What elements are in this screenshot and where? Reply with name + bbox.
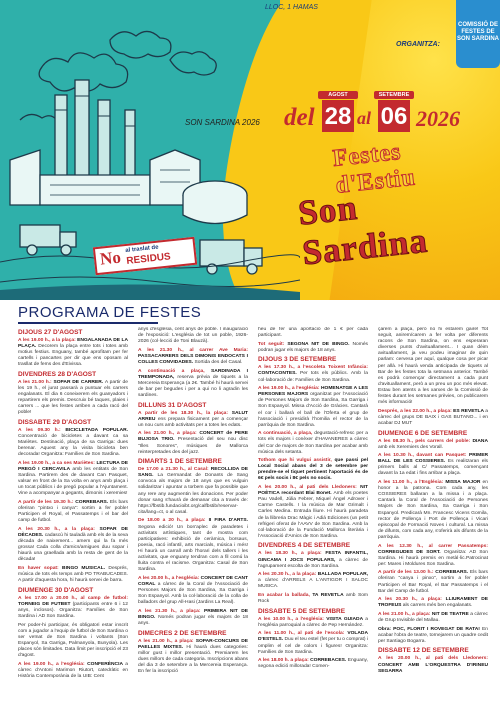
entry-description: organitzat per l'Associació de Persones Majors de Son Sardina, Sa Garriga i Son Espanyol. Missa d'Acció de Gràcies. Cantarà el cor i ballarà el ball de l'Oferta el grup de l'associació i presidirà l'homilia el rector de la parròquia de Son Sardina. (258, 392, 368, 428)
date-year: 2026 (416, 106, 460, 131)
entry-description: Hi haurà dues categories: millor gust i millor presentació. Premiarem les dues millors de cada categoria. Inscripcions abans del dia 3 de setembre a la Mercereia Esperança. En fer la inscripció (138, 644, 248, 674)
day-heading: DILLUNS 31 D'AGOST (138, 401, 207, 409)
entry-title: VISITA GUIADA (326, 616, 366, 622)
entry-title: SEGONA NIT DE BINGO. (287, 341, 353, 347)
program-entry (258, 551, 368, 569)
program-entry (258, 327, 368, 339)
entry-time-place: Tothom que hi vulgui assistir, (258, 458, 335, 464)
entry-description: En acabar l'obra de teatre, tornejarem un quadre cedit per Santiago Bogarra. (378, 626, 488, 644)
entry-title: PRIMER BALL DE LES COSSIERES. (378, 453, 488, 465)
protest-sign-line1: al traslat de (125, 244, 159, 255)
date-al-word: al (357, 108, 372, 128)
program-entry (138, 431, 248, 455)
entry-description: La Germandat de Donants de Sang convoca als majors de 18 anys que es vulguin solidaritzar i apuntar a torbem que fa possible que any rere any augmentin les donacions. Per poder donar sang s'haurà de demanar cita a través de: https://fbstib.fundacioibt.org/calfbstib/reservar-cita/lang=ct, o al casal. (138, 473, 248, 515)
entry-description: Organitza: AD Son Sardina. Hi haurà premis en metàl·lic.Patrocinat per: Mares i Moldures Son Sardina. (378, 549, 488, 567)
day-heading: DIMECRES 2 DE SETEMBRE (138, 629, 227, 637)
poster-header (0, 0, 500, 300)
entry-title: SOPAR DE DÈCADES. (18, 526, 128, 539)
entry-title: ES REVETLA (453, 408, 486, 414)
entry-title: SARDINADA I TREMPONADA, (138, 368, 248, 380)
entry-title: BALLADA POPULAR, (317, 572, 368, 578)
title-line-2: Son Sardina (296, 187, 430, 273)
day-heading: DISSABTE 12 DE SETEMBRE (378, 647, 469, 655)
entry-description: ens prepara fisicament per a començar un nou curs amb activitats per a totes les edats. (138, 416, 248, 428)
date-day-start (322, 92, 354, 132)
entry-title: PRIMERA NIT DE BINGO. (138, 608, 248, 620)
entry-time-place: A les 20.30 h., a plaça: (378, 597, 446, 603)
program-entry (258, 658, 368, 670)
entry-title: MISSA MAJOR (445, 480, 483, 486)
entry-description: a càrrec de la Coral de l'Associació de Persones Majors de Son Sardina, Sa Garriga i Son Espanyol. Amb la col·laboració de la colla de balladors del grup All-Hasi (Jardins La Real). (138, 581, 248, 606)
entry-time-place: A les 20.30 h., a la plaça: (258, 572, 318, 578)
entry-title: que passi pel Local Social abans del 3 de setembre per prendre-se el tiquet pertinent l'aportació és de 6€ pels socis i 8€ pels no socis. (258, 458, 368, 482)
program-entry (18, 428, 128, 458)
top-tag: LLOC, 1 HAMAS (265, 4, 318, 11)
program-entry (378, 439, 488, 451)
program-entry (138, 639, 248, 676)
entry-title: II FIRA D'ARTS. (208, 518, 248, 524)
day-heading: DISSABTE 5 DE SETEMBRE (258, 607, 346, 615)
entry-title: FESTA INFANTIL, GINCAMA I JOCS POPULARS, (258, 551, 368, 563)
program-entry (258, 572, 368, 590)
entry-title: CONCERT DE CANT CORAL (138, 575, 248, 587)
program-entry (138, 348, 248, 366)
entry-description: heu de fer una aportació de 1 € per cada participant. (258, 327, 368, 339)
program-entry (258, 617, 368, 629)
program-entry (378, 570, 488, 594)
entry-description: Sortida des del Casal. (194, 359, 243, 365)
entry-description: a càrrec de Grup Invisible del Mallau. (378, 611, 488, 624)
entry-title: CONFERÈNCIA (87, 661, 126, 667)
entry-title: LECTURA DE PREGÓ I CERCAVILA (18, 461, 128, 473)
entry-time-place: A les 20.00 h., a l'església: (138, 575, 201, 581)
date-month-end: SETEMBRE (374, 91, 414, 99)
program-entry (258, 593, 368, 605)
entry-title: SOPAR-CONCURS DE PAELLES MIXTES. (138, 638, 248, 650)
program-entry (18, 527, 128, 564)
program-entry (138, 518, 248, 573)
entry-description: Només podran jugar els majors de 18 anys. (138, 614, 248, 626)
entry-time-place: A les 11.00 h., a l'Església: (378, 480, 446, 486)
entry-title: ENGALANADA DE LA PLAÇA. (18, 338, 128, 350)
day-heading: DIMARTS 1 DE SETEMBRE (138, 458, 222, 466)
program-entry (138, 369, 248, 399)
program-entry (378, 612, 488, 624)
entry-time-place: A les 21.00 h., a plaça: (138, 638, 196, 644)
program-column-3 (258, 327, 368, 705)
festival-title (286, 138, 486, 273)
entry-title: CORREBARS. (435, 570, 470, 576)
entry-title: CONCERT AMB L'ORQUESTRA D'IRINEU SEGARRA (378, 662, 488, 674)
entry-time-place: A partir de les 18.30 h., la plaça: (138, 410, 232, 416)
entry-time-place: Després, a les 22.00 h., a plaça: (378, 408, 454, 414)
entry-description: reserva prèvia de tiquets a la Mercereia Esperança (a 2€. També hi haurà servei de bar per begudes i per a qui no li agradin les sardines. (138, 374, 248, 398)
entry-title: BINGO MUSICAL. (62, 566, 109, 571)
entry-title: SALUT ARREU (138, 410, 248, 422)
organizer-label: ORGANITZA: (396, 41, 440, 48)
program-entry (378, 327, 488, 406)
entry-title: CORREBARS. (75, 500, 110, 506)
entry-time-place: A les 19.00 h., a l'església: (18, 661, 88, 667)
entry-time-place: A les 19.00 h., a l'església: (258, 386, 321, 392)
program-entry (378, 627, 488, 645)
entry-title: SOPAR DE CARRER. (53, 379, 105, 385)
entry-title: LLIURAMENT DE TROFEUS (378, 597, 488, 609)
program-entry (18, 461, 128, 498)
organizer-name: COMISSIÓ DE FESTES DE SON SARDINA (456, 22, 499, 42)
title-line-1: Festes d'Estiu (331, 138, 418, 199)
entry-title: PASSACARRERS DELS DIMONIS ENDOCATS I COLLES CONVIDADES. (138, 353, 248, 365)
entry-description: Concentració de bicicletes a davant ca sa Mariètes. Destinació, plaça de sa Garriga: dues berenar. Aquest any la visita bicicleta ben decorada! Organitza: Famílies de Son Sardina. (18, 434, 128, 458)
entry-time-place: A les 20.00 h., al pati dels Lledoners: (258, 485, 361, 491)
program-entry (138, 467, 248, 516)
entry-time-place: Tot seguit: (258, 341, 288, 347)
entry-description: amb Som Rock (258, 592, 368, 605)
program-entry (138, 327, 248, 345)
entry-description: A partir de les 19 h., el jurat passarà a puntuar els carrers engalanats. El dia 6 coneixerem els guanyadors i repartirem els premis. Descruix bé taques, plaies i carrers ... que les festes arriben a cada racó del poble! (18, 379, 128, 416)
entry-description: Decorem la plaça entre tots i totes amb motius festius. Enguany, també aprofitam per fer cartells i pancartes per dir que ens oposam al trasllat de fems des d'Eivissa. (18, 344, 128, 368)
entry-time-place: A continuació, a plaça, (258, 431, 315, 437)
entry-time-place: De 17.00 a 21.30 h., al Casal: (138, 467, 211, 473)
program-entry (18, 380, 128, 417)
entry-description: amb les entitats de Son Sardina. Partirem des de davant Can Pasquet, valsar en front de la Sa volta en anys amb plaça i un tocat públics i de pregó popular a l'Ajuntament. Vine a acompanyar a gegants, dimonis i xeremies! (18, 467, 128, 497)
entry-description: a l'església parroquial a càrrec de Pep Hernández. (258, 616, 368, 628)
entry-title: Obra: POC, FLORIT I ROVEGAT DE RATA! (378, 626, 483, 632)
day-heading: DIVENDRES 4 DE SETEMBRE (258, 542, 351, 550)
entry-description: Presentació del seu nou disc "Illes Sonores", músiques de Mallorca reinterpretades des del jazz. (138, 437, 248, 455)
entry-time-place: A les 21.30 h., al carrer Ave Maria: (138, 347, 248, 353)
program-entry (378, 597, 488, 609)
entry-time-place: A les 21.30 h., a plaça: (138, 608, 204, 614)
entry-time-place: A les 21.00 h.: (18, 379, 54, 385)
program-entry (258, 342, 368, 354)
entry-description: a càrrec d'ARRELS A L'ANTIGOR I SALOC MUSICA. (258, 578, 368, 590)
entry-title: RECOLLIDA DE SANG. (138, 467, 248, 479)
program-entry (258, 458, 368, 482)
day-heading: DIJOUS 27 D'AGOST (18, 329, 83, 336)
program-entry (138, 576, 248, 606)
program-entry (18, 623, 128, 660)
entry-title: BICICLETADA POPULAR. (65, 428, 128, 434)
entry-time-place: A les 08.30 h., pels carrers del poble: (378, 438, 473, 444)
date-day-start-number: 28 (324, 103, 352, 130)
entry-title: CORREBACES. (310, 658, 348, 664)
entry-time-place: En acabar la ballada, (258, 592, 313, 598)
entry-title: TORNEIG DE FUTBET (18, 601, 73, 607)
program-entry (258, 431, 368, 455)
program-entry (258, 485, 368, 540)
program-entry (378, 409, 488, 427)
day-heading: DIVENDRES 28 D'AGOST (18, 370, 97, 378)
program-column-2 (138, 327, 248, 705)
sketch-caption: SON SARDINA 2026 (185, 118, 260, 127)
entry-time-place: A les 20.00 h., al pati dels Lledoners: (378, 656, 488, 662)
entry-time-place: A les 21.00 h., a plaça: (378, 611, 432, 617)
entry-time-place: A les 10.00 h., a l'església: (258, 616, 327, 622)
date-day-end (378, 92, 410, 132)
program-entry (18, 566, 128, 584)
entry-description: Es realitzaran els primers balls al C/ Passatemps, començant davant la 1a edat i fins arribar a plaça. (378, 459, 488, 477)
entry-time-place: A les 18.00 h. a plaça: (258, 658, 311, 664)
entry-title: NIT POÈTICA recordant Blai Bonet. (258, 485, 368, 497)
entry-time-place: A les 12.30 h., al carrer Passatemps: (378, 543, 488, 549)
entry-time-place: A les 17.00 a 20.00 h., al camp de futbol: (18, 595, 128, 601)
program-title: PROGRAMA DE FESTES (18, 304, 202, 321)
program-columns (18, 327, 488, 705)
program-entry (18, 500, 128, 524)
program-entry (378, 656, 488, 674)
organizer-badge (456, 0, 500, 68)
entry-time-place: A les 19.00 h., a la plaça: (18, 338, 78, 343)
date-month-start: AGOST (318, 91, 358, 99)
day-heading: DIUMENGE 30 D'AGOST (18, 586, 94, 594)
entry-time-place: A partir de les 13.00 h.: (378, 570, 436, 576)
entry-title: HOMENATGE A LES PERSONES MAJORS (258, 386, 368, 398)
entry-time-place: A partir de les 19.30 h.: (18, 500, 76, 506)
entry-time-place: A les 21.00 h., a plaça: (138, 431, 200, 437)
entry-description: Segona edició! Un bon'aplec de paradetes i activitats artístiques, tant de mostra com participatives: exhibició de ceràmica, borsaus, poesia, racó infantil, arts marcials, música i més! Hi haurà un carrall amb l'horari dels tallers i les activitats, que enguany tendran com a fil comú la lluita contra el racisme. Organitza: Casal de Son Sardina. (138, 524, 248, 573)
entry-title: NIT DE TEATRE (431, 611, 471, 617)
entry-time-place: A les 10.30 h., davant can Pasquet: (378, 453, 469, 459)
entry-time-place: De 18.00 a 20 h., a plaça: (138, 518, 209, 524)
program-entry (138, 609, 248, 627)
entry-time-place: En haver sopat: (18, 566, 63, 571)
date-day-end-number: 06 (380, 103, 408, 130)
day-heading: DIUMENGE 6 DE SETEMBRE (378, 429, 468, 437)
entry-description: anys d'església, cent anys de poble. I inauguració de l'exposició: L'església de tot un poble, 1926-2026 (col·lecció de Toni Blauzà). (138, 327, 248, 345)
entry-description: çarem a plaça, però no hi estarem gaire! Tot seguit, anirem/carem a fer volta per diferents racons de Son Sardina, on ens esperaran diverses punts d'avituallament... I quan dèim avituallament, ja veu podeu imaginar de quin parlam: cervesa per aquí, qualque cosa per picar per allà. Hi haurà venda anticipada de tiquets al Bar de les festes tota la setmana anterior. També es podrà començar directament a cada punt d'avituallament, però a un preu un poc més elevat. Estau ben atents a les xarxes de la Comissió de festes durant les setmanes prèvies, on publicarem més informació! (378, 327, 488, 406)
program-entry (258, 365, 368, 383)
program-entry (18, 662, 128, 680)
entry-description: a càrrec d'Antoni Marimon Riutort, catedràtic en Història Contemporània de la UIB: Cent (18, 661, 128, 679)
entry-description: Per poder-hi participar, és obligatori estar inscrit com a jugador a l'equip de futbol de Son Sardina o ser veïnat de Son Sardina i voltants (Son Espanyol, Sa Garriga, Palmanyola, Bunyola). Les places són limitades. Data límit per inscripció el 23 d'agost. (18, 622, 128, 659)
program-entry (138, 411, 248, 429)
entry-title: DIANA (472, 438, 488, 444)
protest-sign-no: No (99, 247, 122, 269)
entry-description: a càrrec del grups DE BAIX i GAS BUTANO... i en acabar DJ MUT (378, 408, 488, 426)
entry-title: CONTACONTES. (258, 371, 300, 377)
entry-description: (participants entre 6 i 12 anys, inclosos). Organitza: Famílies de Son Sardina i AD Son Sardina. (18, 601, 128, 620)
entry-description: Per tots els públics. Amb la col·laboració de: Famílies de Son Sardina. (258, 371, 368, 383)
entry-description: cadascú hi tauladà amb els de la seva dècada de naixement... amem qui la fa més grossa! Cada colla d'amics/amigues duu sopar i hiaurà una graellada amb la resta de gent de la dècada! (18, 533, 128, 563)
entry-description: Duu el teu estel (fet per tu o comprat) i omplim el cel de colors i figures! Organitza: Famílies de Son Sardina. (258, 637, 368, 655)
date-del-word: del (284, 104, 315, 131)
entry-title: CONCERT de PERE BUJOSA TRIO. (138, 431, 248, 443)
entry-time-place: A continuació a plaça, (138, 368, 212, 374)
program-column-1 (18, 327, 128, 705)
entry-time-place: A les 11.00 h., al pati de l'escola: (258, 631, 348, 637)
entry-description: en honor a la patrona. Com cada any, les COSSIERES ballaran a la missa i a plaça. Cantarà la Coral de l'Associació de Persones Majors de Son Sardina, Sa Garriga i Son Espanyol. Predicarà Mn. Francesc Vicens Gomila, rector de Pollença i Port de Pollença i Vicari episcopal de Formació Noves i cultural. La missa de difunts, com cada any, s'oferirà als difunts de la parròquia. (378, 480, 488, 540)
entry-time-place: A les 18.30 h., a plaça: (258, 551, 326, 557)
program-entry (18, 338, 128, 368)
festival-dates (284, 92, 489, 134)
entry-time-place: A les 17.30 h., a l'escoleta Toixent Infància: (258, 365, 368, 371)
entry-description: Després, música de tots els temps amb PD TRABUCADES. A partir d'aquesta hora, hi haurà servei de barra. (18, 566, 128, 584)
program-entry (378, 544, 488, 568)
entry-description: Amb els poetes Pau Vadell, Júlia Febrer, Miquel Àngel Adrover i Carme Castells. I la música de Mar Grimalt i Carles Medina. Entrada lliure. Hi haurà paradeta de la llibreria Drac Màgic i Adiá Ediciones (un petit refrigeri oferat de l'AAVV de Son Sardina. Amb la col·laboració de la Fundació Mallorca literària i l'Associació d'Amics de Son Sardina. (258, 491, 368, 539)
program-title-underline (18, 322, 158, 324)
entry-description: Els bars oferiran "canya i pinxo", sortim a fer poble! Participen el Bar Royal, el Bar Passatemps i el Bar del Camp de futbol. (378, 570, 488, 594)
entry-title: TA REVETLA (312, 592, 346, 598)
program-entry (258, 631, 368, 655)
entry-description: Enguany, segona edició millorada! Comen- (258, 658, 368, 670)
program-entry (378, 453, 488, 477)
entry-description: Els bars oferiran "pintxo i canya": sortim a fer poble! Participen el Royal, el Passatemps i el bar del camp de futbol. (18, 500, 128, 524)
program-column-4 (378, 327, 488, 705)
protest-sign-line2: RESIDUS (125, 251, 172, 267)
program-entry (18, 596, 128, 620)
entry-title: VOLADA D'ESTELS. (258, 631, 368, 643)
entry-time-place: A les 20.30 h., a la plaça: (18, 526, 100, 532)
program-entry (378, 480, 488, 541)
entry-description: degustació-refresc per a tots els majors i conèxer d'HAVANERES a càrrec del Cor de majors de Son Sardina per acabar amb música dels setanta. (258, 431, 368, 455)
day-heading: DISSABTE 29 D'AGOST (18, 419, 92, 427)
entry-time-place: A les 19.00 h., a ca ses Mariètes: (18, 461, 97, 466)
entry-description: Només podran jugar els majors de 18 anys. (258, 341, 368, 353)
entry-description: amb els Xeremiers des Vorall. (378, 444, 443, 450)
entry-time-place: A les 09.30 h.: (18, 428, 66, 434)
day-heading: DIJOUS 3 DE SETEMBRE (258, 356, 337, 364)
program-heading-bar (0, 300, 500, 324)
entry-description: a càrrec de l'agrupament escolta de Son Sardina. (258, 557, 368, 569)
entry-description: als carrers més ben engalanats. (402, 603, 473, 609)
entry-title: CORREGUDES DE SORT. (378, 549, 444, 555)
program-entry (258, 386, 368, 429)
